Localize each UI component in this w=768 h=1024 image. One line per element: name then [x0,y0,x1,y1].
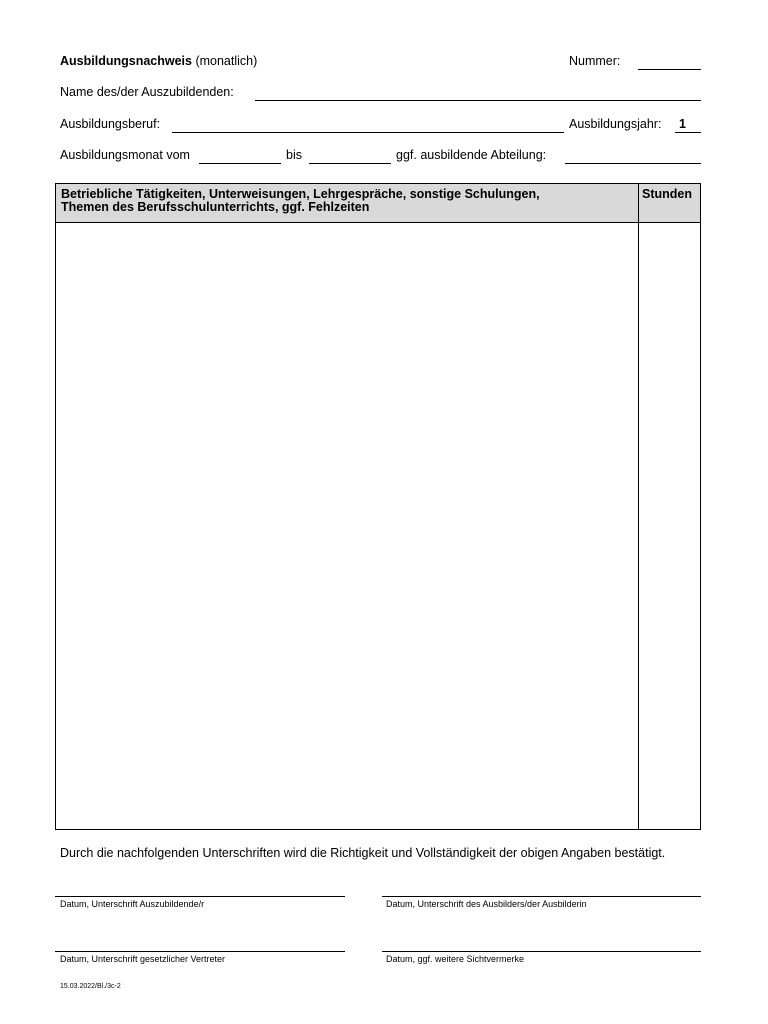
guardian-signature-label: Datum, Unterschrift gesetzlicher Vertreter [60,954,226,964]
trainee-name-field[interactable] [255,100,701,101]
training-year-field[interactable] [675,117,701,133]
footer-code: 15.03.2022/Bl./3c-2 [60,983,121,990]
table-header [56,184,700,223]
remarks-signature-label: Datum, ggf. weitere Sichtvermerke [386,954,525,964]
trainee-signature-line[interactable] [55,896,345,897]
number-field[interactable] [638,69,701,70]
occupation-field[interactable] [172,132,564,133]
activities-table [55,183,701,830]
form-title-suffix: (monatlich) [195,54,258,68]
month-from-label: Ausbildungsmonat vom [60,148,190,162]
occupation-label: Ausbildungsberuf: [60,117,161,131]
trainer-signature-line[interactable] [382,896,701,897]
hours-input-area[interactable] [639,222,700,829]
activities-text [56,222,638,234]
trainee-name-label: Name des/der Auszubildenden: [60,85,234,99]
confirmation-text: Durch die nachfolgenden Unterschriften wird die Richtigkeit und Vollständigkeit der obigen Angaben bestätigt. [60,846,666,860]
month-to-label: bis [286,148,302,162]
activities-input-area[interactable] [56,222,638,829]
hours-column-header: Stunden [642,187,692,201]
department-label: ggf. ausbildende Abteilung: [396,148,547,162]
department-field[interactable] [565,163,701,164]
trainee-signature-label: Datum, Unterschrift Auszubildende/r [60,899,205,909]
trainer-signature-label: Datum, Unterschrift des Ausbilders/der Ausbilderin [386,899,587,909]
training-year-label: Ausbildungsjahr: [569,117,662,131]
form-title-main: Ausbildungsnachweis [60,54,192,68]
month-to-field[interactable] [309,163,391,164]
training-year-value: 1 [679,117,686,131]
guardian-signature-line[interactable] [55,951,345,952]
activities-column-header [61,188,540,214]
form-title [60,54,257,68]
activities-header-line1: Betriebliche Tätigkeiten, Unterweisungen, Lehrgespräche, sonstige Schulungen, [61,187,540,201]
hours-text [639,222,700,234]
month-from-field[interactable] [199,163,281,164]
number-label: Nummer: [569,54,621,68]
activities-header-line2: Themen des Berufsschulunterrichts, ggf. Fehlzeiten [61,200,370,214]
remarks-signature-line[interactable] [382,951,701,952]
